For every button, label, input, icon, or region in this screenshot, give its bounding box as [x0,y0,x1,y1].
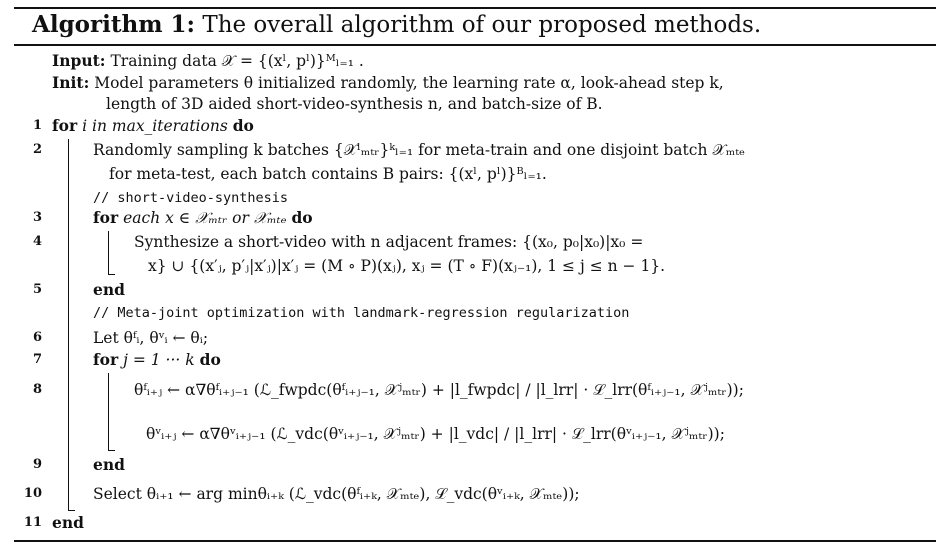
bottom-rule [14,540,936,542]
line-text: Randomly sampling k batches {𝒳ˡₘₜᵣ}ᵏₗ₌₁ for meta-train and one disjoint batch 𝒳ₘₜₑ [93,141,746,159]
block-hook-inner [108,450,115,451]
title-rule [14,44,936,46]
algo-line-1 [52,116,254,136]
init-text-2: length of 3D aided short-video-synthesis n, and batch-size of B. [106,95,603,113]
algo-line-4-cont [148,256,665,276]
line-text: Synthesize a short-video with n adjacent frames: {(x₀, p₀|x₀)|x₀ = [134,233,644,251]
select-equation: Select θᵢ₊₁ ← arg minθᵢ₊ₖ (ℒ_vdc(θᶠᵢ₊ₖ, 𝒳ₘₜₑ), ℒ_vdc(θᵛᵢ₊ₖ, 𝒳ₘₜₑ)); [93,485,580,503]
line-number: 4 [32,234,42,249]
keyword: for [52,116,78,135]
update-equation-f: θᶠᵢ₊ⱼ ← α∇θᶠᵢ₊ⱼ₋₁ (ℒ_fwpdc(θᶠᵢ₊ⱼ₋₁, 𝒳ʲₘₜᵣ) + |l_fwpdc| / |l_lrr| · ℒ_lrr(θᶠᵢ₊ⱼ₋₁, 𝒳ʲₘₜᵣ)); [134,381,744,399]
keyword: do [232,116,254,135]
line-number: 7 [32,352,42,367]
block-bar-inner [108,231,109,275]
algo-line-11 [52,513,84,533]
line-number: 1 [32,118,42,133]
line-number: 5 [32,282,42,297]
line-number: 8 [32,382,42,397]
algo-line-7 [93,350,221,370]
line-text: Let θᶠᵢ, θᵛᵢ ← θᵢ; [93,329,209,347]
algorithm-block [14,0,936,548]
algorithm-caption: The overall algorithm of our proposed methods. [202,12,762,38]
algo-line-9 [93,455,125,475]
algo-line-8-cont [146,424,725,444]
loop-condition: i in max_iterations [82,117,228,135]
comment-text: // short-video-synthesis [93,190,289,206]
input-line [52,51,364,71]
init-text-1: Model parameters θ initialized randomly, the learning rate α, look-ahead step k, [94,74,724,92]
keyword: end [52,513,84,532]
algo-line-10 [93,484,580,504]
comment-line [93,187,288,207]
loop-condition: j = 1 ··· k [123,351,195,369]
line-number: 3 [32,210,42,225]
keyword: end [93,280,125,299]
algo-line-6 [93,328,208,348]
algorithm-title [32,8,761,42]
line-number: 9 [32,457,42,472]
init-line [52,73,724,93]
input-label: Input: [52,51,106,70]
comment-line [93,302,629,322]
block-hook-outer [68,510,75,511]
block-bar-outer [68,139,69,511]
algo-line-2 [93,140,745,160]
keyword: do [291,208,313,227]
algo-line-5 [93,280,125,300]
keyword: do [199,350,221,369]
line-number: 10 [23,486,42,501]
algo-line-4 [134,232,643,252]
block-hook-inner [108,274,115,275]
init-label: Init: [52,73,90,92]
line-text: for meta-test, each batch contains B pairs: {(xˡ, pˡ)}ᴮₗ₌₁. [109,165,547,183]
loop-condition: each x ∈ 𝒳ₘₜᵣ or 𝒳ₘₜₑ [123,209,287,227]
init-line-cont [106,94,603,114]
line-text: x} ∪ {(x′ⱼ, p′ⱼ|x′ⱼ)|x′ⱼ = (M ∘ P)(xⱼ), xⱼ = (T ∘ F)(xⱼ₋₁), 1 ≤ j ≤ n − 1}. [148,257,666,275]
line-number: 6 [32,330,42,345]
block-bar-inner [108,373,109,451]
input-text: Training data 𝒳 = {(xˡ, pˡ)}ᴹₗ₌₁ . [110,52,364,70]
keyword: end [93,455,125,474]
line-number: 2 [32,142,42,157]
keyword: for [93,208,119,227]
algo-line-2-cont [109,164,547,184]
comment-text: // Meta-joint optimization with landmark-regression regularization [93,305,630,321]
line-number: 11 [23,515,42,530]
update-equation-v: θᵛᵢ₊ⱼ ← α∇θᵛᵢ₊ⱼ₋₁ (ℒ_vdc(θᵛᵢ₊ⱼ₋₁, 𝒳ʲₘₜᵣ) + |l_vdc| / |l_lrr| · ℒ_lrr(θᵛᵢ₊ⱼ₋₁, 𝒳ʲₘₜᵣ)); [146,425,725,443]
keyword: for [93,350,119,369]
algo-line-8 [134,380,744,400]
algorithm-label: Algorithm 1: [32,11,196,38]
algo-line-3 [93,208,313,228]
